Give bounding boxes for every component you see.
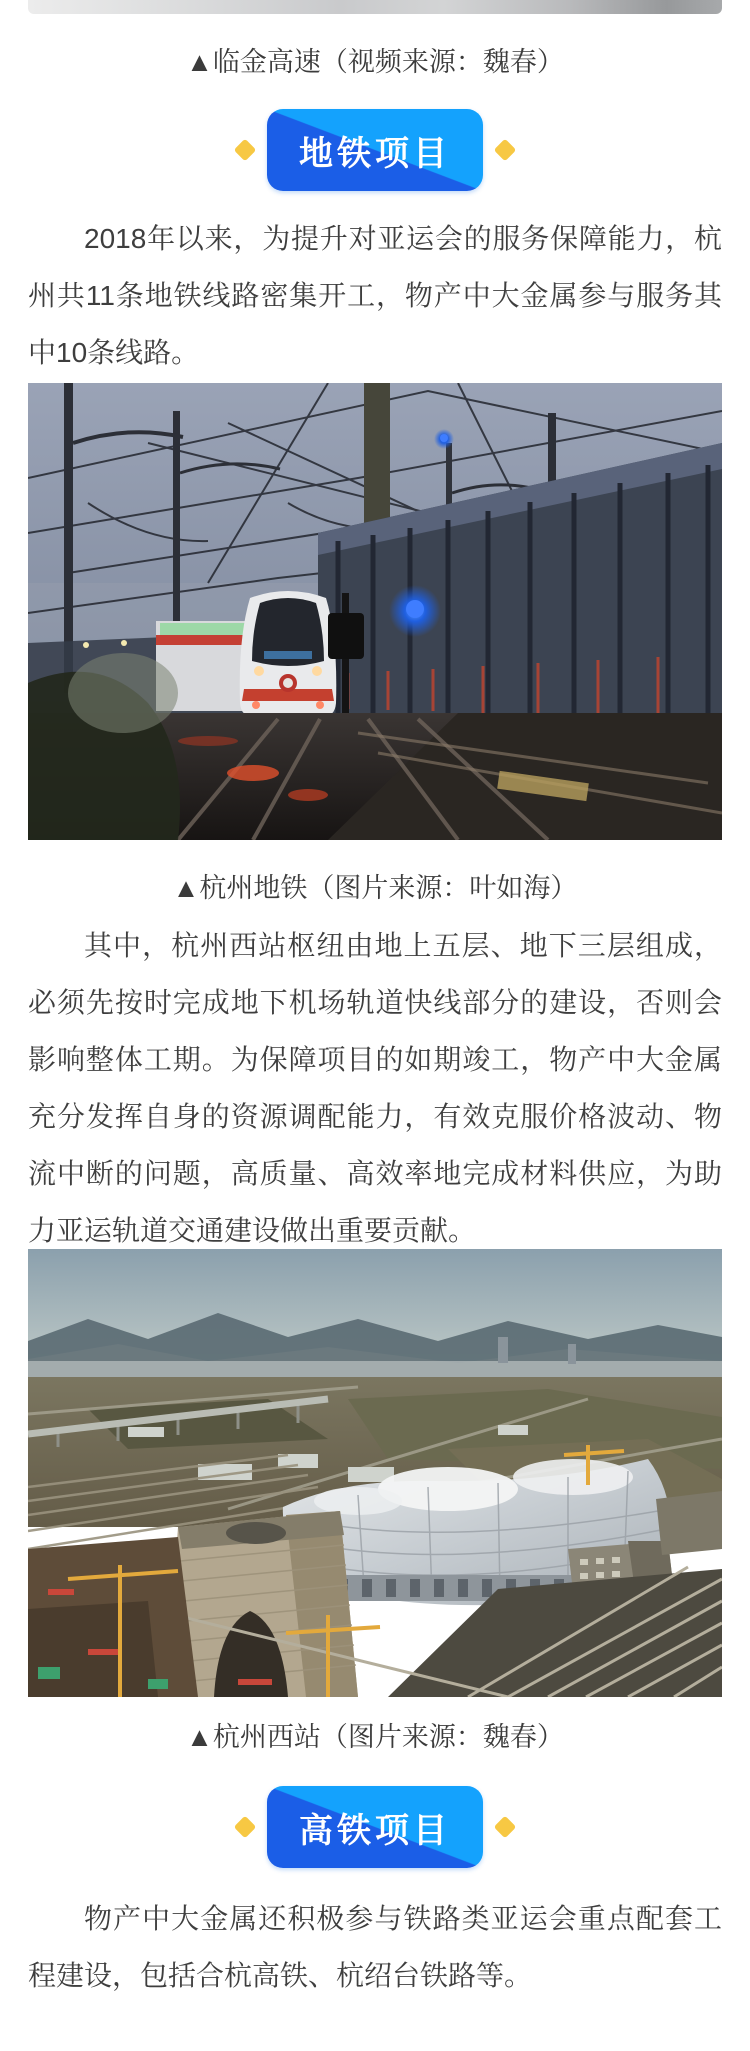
metro-photo-illustration (28, 383, 722, 840)
metro-section-header (0, 109, 750, 191)
metro-photo-caption: ▲杭州地铁（图片来源：叶如海） (172, 873, 578, 903)
west-station-photo-caption: ▲杭州西站（图片来源：魏春） (186, 1722, 564, 1752)
west-station-photo-illustration (28, 1249, 722, 1697)
rail-section-badge: 高铁项目 (267, 1786, 483, 1868)
video-caption: ▲临金高速（视频来源：魏春） (186, 47, 564, 77)
diamond-icon (494, 139, 517, 162)
diamond-icon (234, 1816, 257, 1839)
metro-paragraph: 2018年以来，为提升对亚运会的服务保障能力，杭州共11条地铁线路密集开工，物产中大金属参与服务其中10条线路。 (28, 223, 722, 368)
west-station-paragraph: 其中，杭州西站枢纽由地上五层、地下三层组成，必须先按时完成地下机场轨道快线部分的建设，否则会影响整体工期。为保障项目的如期竣工，物产中大金属充分发挥自身的资源调配能力，有效克服价格波动、物流中断的问题，高质量、高效率地完成材料供应，为助力亚运轨道交通建设做出重要贡献。 (28, 930, 722, 1246)
rail-paragraph: 物产中大金属还积极参与铁路类亚运会重点配套工程建设，包括合杭高铁、杭绍台铁路等。 (28, 1903, 722, 1991)
hangzhou-west-station-photo[interactable] (28, 1249, 722, 1697)
diamond-icon (494, 1816, 517, 1839)
foreground-blur (28, 653, 180, 840)
metro-section-badge: 地铁项目 (267, 109, 483, 191)
hangzhou-metro-photo[interactable] (28, 383, 722, 840)
diamond-icon (234, 139, 257, 162)
linjin-expressway-video-fragment[interactable] (28, 0, 722, 14)
rail-section-header (0, 1786, 750, 1868)
